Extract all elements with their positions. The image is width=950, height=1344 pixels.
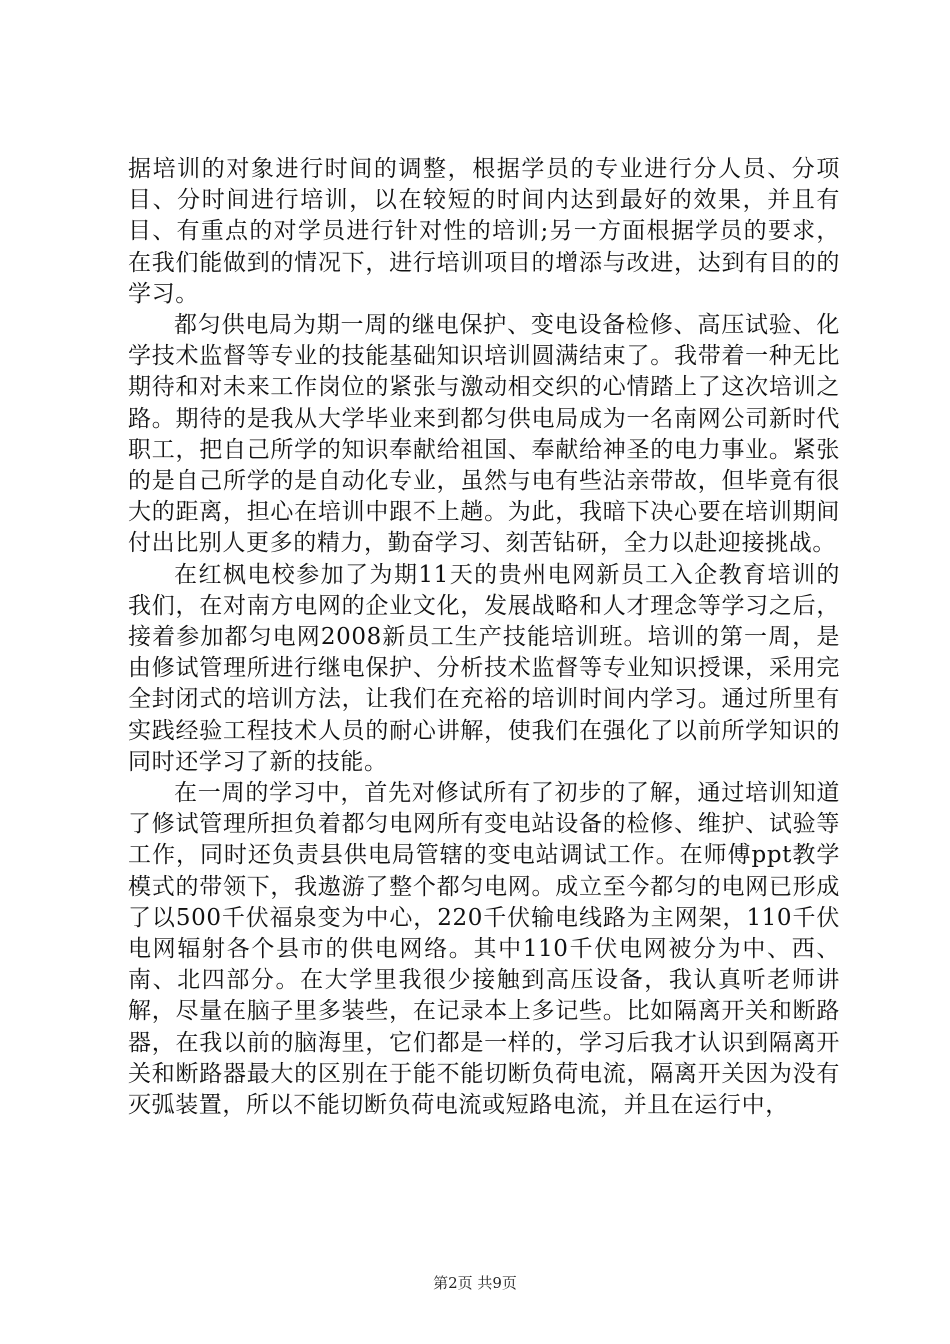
page-number-footer: 第2页 共9页 (433, 1274, 517, 1292)
paragraph: 在一周的学习中，首先对修试所有了初步的了解，通过培训知道了修试管理所担负着都匀电网所有变电站设备的检修、维护、试验等工作，同时还负责县供电局管辖的变电站调试工作。在师傅ppt教学模式的带领下，我遨游了整个都匀电网。成立至今都匀的电网已形成了以500千伏福泉变为中心，220千伏输电线路为主网架，110千伏电网辐射各个县市的供电网络。其中110千伏电网被分为中、西、南、北四部分。在大学里我很少接触到高压设备，我认真听老师讲解，尽量在脑子里多装些，在记录本上多记些。比如隔离开关和断路器，在我以前的脑海里，它们都是一样的，学习后我才认识到隔离开关和断路器最大的区别在于能不能切断负荷电流，隔离开关因为没有灭弧装置，所以不能切断负荷电流或短路电流，并且在运行中， (128, 780, 840, 1119)
paragraph: 都匀供电局为期一周的继电保护、变电设备检修、高压试验、化学技术监督等专业的技能基础知识培训圆满结束了。我带着一种无比期待和对未来工作岗位的紧张与激动相交织的心情踏上了这次培训之路。期待的是我从大学毕业来到都匀供电局成为一名南网公司新时代职工，把自己所学的知识奉献给祖国、奉献给神圣的电力事业。紧张的是自己所学的是自动化专业，虽然与电有些沾亲带故，但毕竟有很大的距离，担心在培训中跟不上趟。为此，我暗下决心要在培训期间付出比别人更多的精力，勤奋学习、刻苦钻研，全力以赴迎接挑战。 (128, 312, 840, 557)
paragraph: 在红枫电校参加了为期11天的贵州电网新员工入企教育培训的我们，在对南方电网的企业文化，发展战略和人才理念等学习之后，接着参加都匀电网2008新员工生产技能培训班。培训的第一周，是由修试管理所进行继电保护、分析技术监督等专业知识授课，采用完全封闭式的培训方法，让我们在充裕的培训时间内学习。通过所里有实践经验工程技术人员的耐心讲解，使我们在强化了以前所学知识的同时还学习了新的技能。 (128, 561, 840, 775)
paragraph-continuation: 据培训的对象进行时间的调整，根据学员的专业进行分人员、分项目、分时间进行培训，以在较短的时间内达到最好的效果，并且有目、有重点的对学员进行针对性的培训;另一方面根据学员的要求，在我们能做到的情况下，进行培训项目的增添与改进，达到有目的的学习。 (128, 156, 840, 307)
document-body (128, 154, 840, 1121)
